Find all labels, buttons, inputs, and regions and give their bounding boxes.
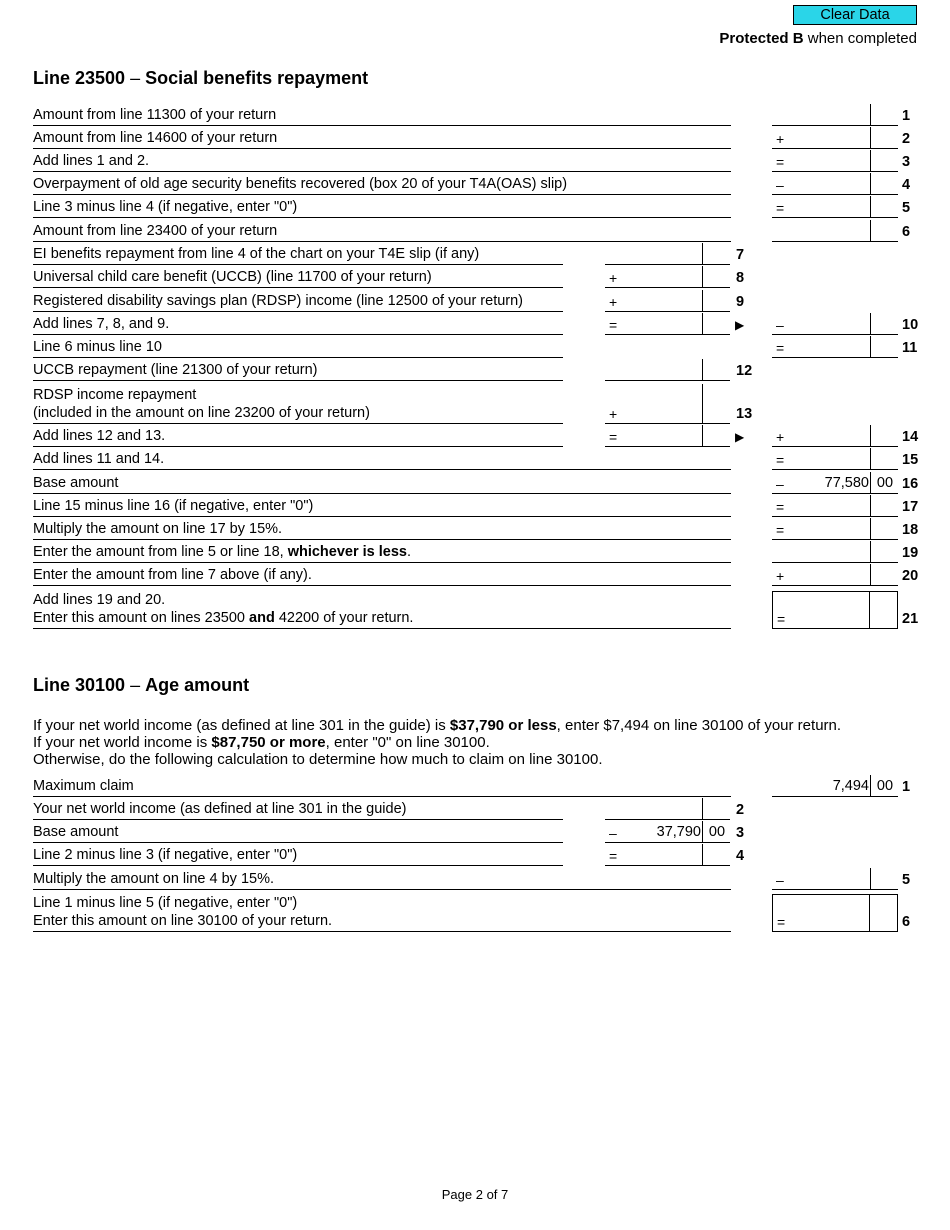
s2-line-2-input[interactable] (605, 798, 730, 820)
s2-row-6: Line 1 minus line 5 (if negative, enter "0") Enter this amount on line 30100 of your return. = 6 (33, 895, 911, 930)
s2-row-4: Line 2 minus line 3 (if negative, enter "0") = 4 (0, 844, 950, 866)
s1-row-10: Add lines 7, 8, and 9. = ▶ – 10 (0, 313, 950, 335)
s1-line-10-subtotal-input[interactable]: = (605, 313, 730, 335)
s1-row-3: Add lines 1 and 2. = 3 (0, 150, 950, 172)
s1-row-1: Amount from line 11300 of your return 1 (0, 104, 950, 126)
s1-line-2-input[interactable]: + (772, 127, 898, 149)
s1-line-3-input[interactable]: = (772, 150, 898, 172)
s1-row-20: Enter the amount from line 7 above (if any). + 20 (0, 564, 950, 586)
s1-row-17: Line 15 minus line 16 (if negative, enter "0") = 17 (0, 495, 950, 517)
section-title-line-23500: Line 23500 – Social benefits repayment (33, 68, 369, 88)
clear-data-button[interactable]: Clear Data (793, 5, 917, 25)
s2-row-3: Base amount – 37,790 00 3 (0, 821, 950, 843)
s1-line-19-input[interactable] (772, 541, 898, 563)
s1-row-16: Base amount – 77,580 00 16 (0, 472, 950, 494)
s1-row-15: Add lines 11 and 14. = 15 (0, 448, 950, 470)
s1-row-6: Amount from line 23400 of your return 6 (0, 220, 950, 242)
s1-line-16-base-amount: – 77,580 00 (772, 472, 898, 494)
s1-line-20-input[interactable]: + (772, 564, 898, 586)
s2-line-3-base-amount: – 37,790 00 (605, 821, 730, 843)
s1-line-11-input[interactable]: = (772, 336, 898, 358)
protected-b-notice: Protected B when completed (719, 30, 917, 47)
s1-row-9: Registered disability savings plan (RDSP) income (line 12500 of your return) + 9 (0, 290, 950, 312)
s1-row-14: Add lines 12 and 13. = ▶ + 14 (0, 425, 950, 447)
arrow-right-icon: ▶ (735, 318, 745, 332)
s2-row-1: Maximum claim 7,494 00 1 (0, 775, 950, 797)
s1-row-2: Amount from line 14600 of your return + 2 (0, 127, 950, 149)
s1-row-19: Enter the amount from line 5 or line 18, whichever is less. 19 (0, 541, 950, 563)
s1-row-12: UCCB repayment (line 21300 of your return) 12 (0, 359, 950, 381)
s2-line-1-maximum-claim: 7,494 00 (772, 775, 898, 797)
s1-row-4: Overpayment of old age security benefits recovered (box 20 of your T4A(OAS) slip) – 4 (0, 173, 950, 195)
s1-line-21-total-input[interactable]: = (772, 591, 898, 629)
s1-line-7-input[interactable] (605, 243, 730, 265)
s1-line-6-input[interactable] (772, 220, 898, 242)
s1-row-7: EI benefits repayment from line 4 of the chart on your T4E slip (if any) 7 (0, 243, 950, 265)
s1-row-5: Line 3 minus line 4 (if negative, enter "0") = 5 (0, 196, 950, 218)
s1-line-17-input[interactable]: = (772, 495, 898, 517)
s1-line-14-input[interactable]: + (772, 425, 898, 447)
s1-row-8: Universal child care benefit (UCCB) (line 11700 of your return) + 8 (0, 266, 950, 288)
s1-line-13-input[interactable]: + (605, 384, 730, 424)
page-number: Page 2 of 7 (441, 1187, 509, 1202)
age-amount-instructions: If your net world income (as defined at line 301 in the guide) is $37,790 or less, enter $7,494 on line 30100 of your return. If your net world income is $87,750 or more, enter "0" on line 30100. Otherwise, do the following calculation to determine how much to claim on line 30100. (33, 717, 842, 768)
s2-row-2: Your net world income (as defined at line 301 in the guide) 2 (0, 798, 950, 820)
s2-line-4-input[interactable]: = (605, 844, 730, 866)
s1-line-10-input[interactable]: – (772, 313, 898, 335)
s1-row-13: RDSP income repayment (included in the amount on line 23200 of your return) + 13 (0, 384, 950, 424)
s2-line-6-total-input[interactable]: = (772, 894, 898, 932)
s1-row-21: Add lines 19 and 20. Enter this amount on lines 23500 and 42200 of your return. = 21 (33, 592, 919, 627)
s1-row-11: Line 6 minus line 10 = 11 (0, 336, 950, 358)
s1-line-5-input[interactable]: = (772, 196, 898, 218)
s1-row-18: Multiply the amount on line 17 by 15%. = 18 (0, 518, 950, 540)
section-title-line-30100: Line 30100 – Age amount (33, 675, 250, 695)
s1-line-18-input[interactable]: = (772, 518, 898, 540)
s1-line-9-input[interactable]: + (605, 290, 730, 312)
s2-row-5: Multiply the amount on line 4 by 15%. – 5 (0, 868, 950, 890)
s1-line-12-input[interactable] (605, 359, 730, 381)
s1-line-8-input[interactable]: + (605, 266, 730, 288)
arrow-right-icon: ▶ (735, 430, 745, 444)
s2-line-5-input[interactable]: – (772, 868, 898, 890)
s1-line-1-input[interactable] (772, 104, 898, 126)
s1-line-4-input[interactable]: – (772, 173, 898, 195)
s1-line-15-input[interactable]: = (772, 448, 898, 470)
s1-line-14-subtotal-input[interactable]: = (605, 425, 730, 447)
